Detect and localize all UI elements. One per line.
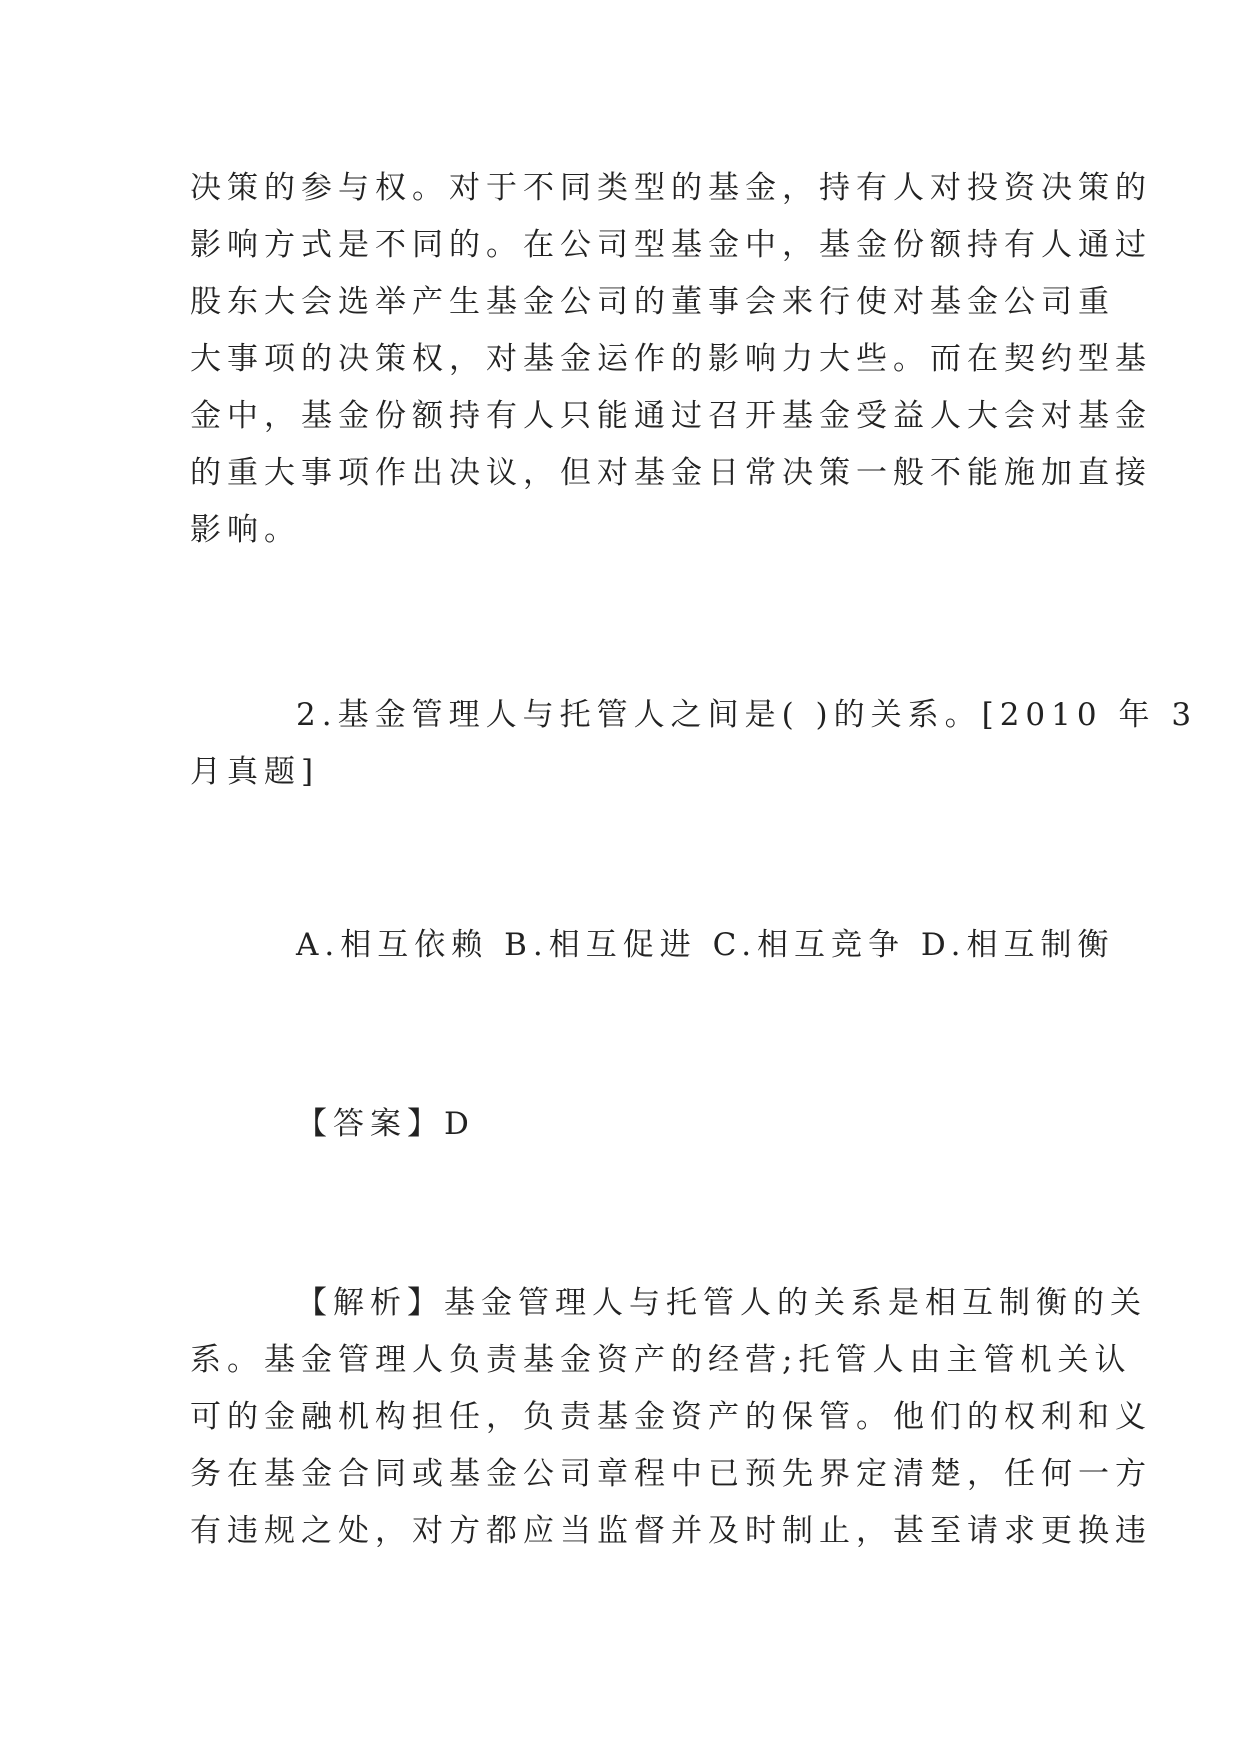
options-line: A.相互依赖 B.相互促进 C.相互竞争 D.相互制衡 (296, 927, 1115, 963)
answer-key (190, 1096, 1050, 1153)
question-text-line: 月真题] (190, 754, 320, 790)
paragraph-fund-holder-rights (190, 160, 1152, 559)
text-line: 大事项的决策权，对基金运作的影响力大些。而在契约型基 (190, 341, 1152, 377)
text-line: 影响。 (190, 512, 301, 548)
analysis-line: 有违规之处，对方都应当监督并及时制止，甚至请求更换违 (190, 1513, 1152, 1549)
question-text-line: 2.基金管理人与托管人之间是( )的关系。[2010 年 3 (296, 697, 1198, 733)
analysis-line: 系。基金管理人负责基金资产的经营;托管人由主管机关认 (190, 1342, 1132, 1378)
answer-options (190, 917, 1115, 974)
question-2 (190, 687, 1198, 801)
text-line: 的重大事项作出决议，但对基金日常决策一般不能施加直接 (190, 455, 1152, 491)
answer-line: 【答案】D (296, 1106, 475, 1142)
analysis-paragraph (190, 1275, 1152, 1560)
text-line: 股东大会选举产生基金公司的董事会来行使对基金公司重 (190, 284, 1115, 320)
text-line: 影响方式是不同的。在公司型基金中，基金份额持有人通过 (190, 227, 1152, 263)
analysis-line: 务在基金合同或基金公司章程中已预先界定清楚，任何一方 (190, 1456, 1152, 1492)
text-line: 决策的参与权。对于不同类型的基金，持有人对投资决策的 (190, 170, 1152, 206)
text-line: 金中，基金份额持有人只能通过召开基金受益人大会对基金 (190, 398, 1152, 434)
analysis-line: 【解析】基金管理人与托管人的关系是相互制衡的关 (296, 1285, 1147, 1321)
analysis-line: 可的金融机构担任，负责基金资产的保管。他们的权利和义 (190, 1399, 1152, 1435)
